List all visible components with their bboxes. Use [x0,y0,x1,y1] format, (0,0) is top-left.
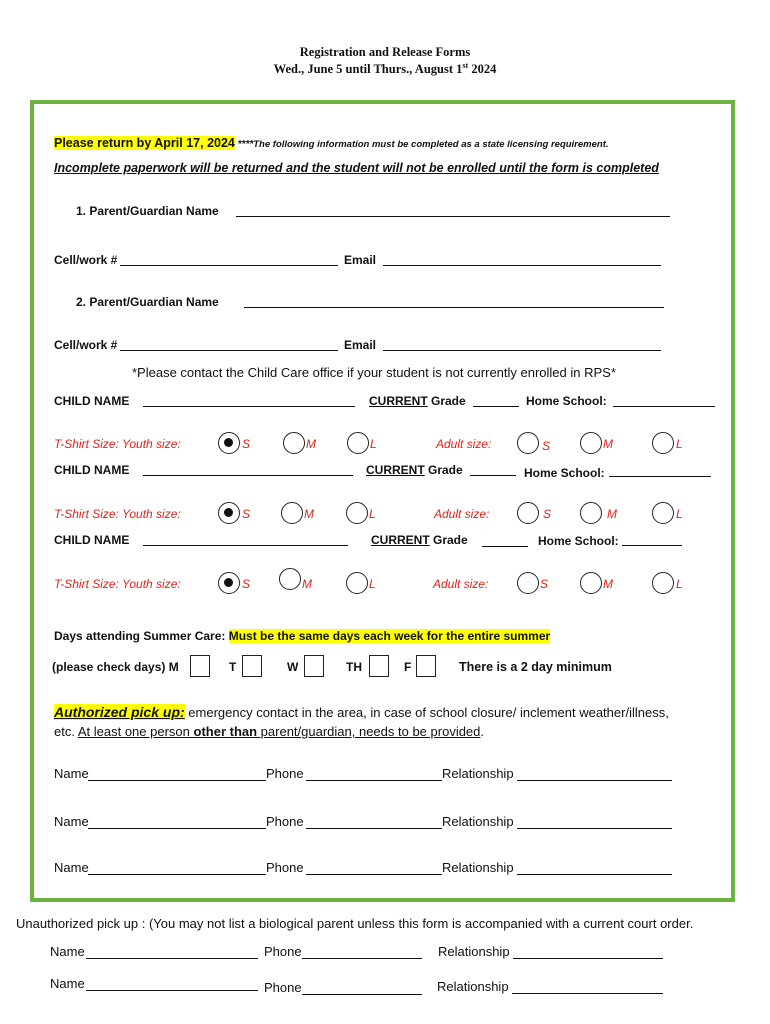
day-m-checkbox[interactable] [190,655,210,677]
auth-1-phone-label: Phone [266,766,304,781]
child-2-adult-l-label: L [676,507,683,521]
child-1-school-label: Home School: [526,394,607,408]
guardian-1-cell-label: Cell/work # [54,253,118,267]
child-1-name-label: CHILD NAME [54,394,130,408]
child-1-youth-m-radio[interactable] [283,432,305,454]
child-2-youth-l-label: L [369,507,376,521]
child-2-adult-s-radio[interactable] [517,502,539,524]
child-1-adult-l-label: L [676,437,683,451]
child-2-school-field[interactable] [609,476,711,477]
auth-3-phone-field[interactable] [306,874,442,875]
guardian-1-cell-field[interactable] [120,265,338,266]
auth-1-name-label: Name [54,766,89,781]
day-th-checkbox[interactable] [369,655,389,677]
child-2-adult-s-label: S [543,507,552,521]
auth-2-phone-label: Phone [266,814,304,829]
day-w-checkbox[interactable] [304,655,324,677]
licensing-requirement: The following information must be completed as a state licensing requirement. [253,139,609,150]
guardian-1-email-label: Email [344,253,377,267]
child-2-youth-s-radio[interactable] [218,502,240,524]
auth-2-phone-field[interactable] [306,828,442,829]
child-3-school-field[interactable] [622,545,682,546]
auth-3-phone-label: Phone [266,860,304,875]
child-1-adult-l-radio[interactable] [652,432,674,454]
unauth-2-name-label: Name [50,976,85,991]
child-1-youth-s-radio[interactable] [218,432,240,454]
child-1-adult-m-radio[interactable] [580,432,602,454]
child-3-adult-label: Adult size: [433,577,489,591]
child-1-adult-s-label: S [542,439,551,453]
child-3-adult-m-label: M [603,577,613,591]
auth-1-name-field[interactable] [88,780,266,781]
day-t-checkbox[interactable] [242,655,262,677]
child-1-school-field[interactable] [613,406,715,407]
child-3-tshirt-label: T-Shirt Size: Youth size: [54,577,181,591]
unauth-1-phone-field[interactable] [302,958,422,959]
child-1-youth-l-radio[interactable] [347,432,369,454]
return-notice: Please return by April 17, 2024 ****The following information must be completed as a state licensing requirement. [54,136,609,150]
child-3-adult-l-label: L [676,577,683,591]
child-1-name-field[interactable] [143,406,355,407]
child-2-grade-label: CURRENT Grade [366,463,463,477]
unauth-1-relationship-label: Relationship [438,944,510,959]
day-f-label: F [404,660,412,674]
authorized-intro: Authorized pick up: emergency contact in the area, in case of school closure/ inclement weather/illness, [54,704,669,720]
child-3-school-label: Home School: [538,534,619,548]
form-title: Registration and Release Forms [299,45,471,59]
child-2-grade-field[interactable] [470,475,516,476]
child-1-tshirt-label: T-Shirt Size: Youth size: [54,437,181,451]
guardian-2-email-label: Email [344,338,377,352]
day-th-label: TH [346,660,362,674]
unauth-1-name-field[interactable] [86,958,258,959]
authorized-heading: Authorized pick up: [54,704,185,720]
child-2-adult-m-radio[interactable] [580,502,602,524]
child-2-name-field[interactable] [143,475,353,476]
unauth-1-relationship-field[interactable] [513,958,663,959]
child-1-youth-m-label: M [306,437,316,451]
auth-2-name-label: Name [54,814,89,829]
two-day-minimum: There is a 2 day minimum [459,660,612,674]
child-3-adult-s-label: S [540,577,549,591]
child-1-adult-m-label: M [603,437,613,451]
child-3-grade-label: CURRENT Grade [371,533,468,547]
auth-2-relationship-label: Relationship [442,814,514,829]
auth-3-name-label: Name [54,860,89,875]
guardian-2-cell-label: Cell/work # [54,338,118,352]
unauth-2-relationship-field[interactable] [512,993,663,994]
return-by-date: Please return by April 17, 2024 [54,136,235,150]
form-dates: Wed., June 5 until Thurs., August 1st 2024 [273,61,497,77]
guardian-2-email-field[interactable] [383,350,661,351]
child-1-youth-l-label: L [370,437,377,451]
child-3-name-field[interactable] [143,545,348,546]
child-3-youth-m-radio[interactable] [279,568,301,590]
days-attending: Days attending Summer Care: Must be the same days each week for the entire summer [54,629,551,643]
child-2-youth-s-label: S [242,507,251,521]
child-2-name-label: CHILD NAME [54,463,130,477]
child-1-adult-label: Adult size: [436,437,492,451]
form-frame [30,100,735,902]
auth-3-relationship-label: Relationship [442,860,514,875]
child-2-youth-m-radio[interactable] [281,502,303,524]
auth-3-name-field[interactable] [88,874,266,875]
guardian-2-name-label: 2. Parent/Guardian Name [76,295,219,309]
contact-note: *Please contact the Child Care office if your student is not currently enrolled in RPS* [132,365,616,380]
child-1-grade-field[interactable] [473,406,519,407]
auth-1-relationship-field[interactable] [517,780,672,781]
check-days-label: (please check days) M [52,660,179,674]
auth-1-relationship-label: Relationship [442,766,514,781]
child-2-youth-l-radio[interactable] [346,502,368,524]
guardian-2-name-field[interactable] [244,307,664,308]
days-highlight: Must be the same days each week for the entire summer [228,629,551,643]
child-1-grade-label: CURRENT Grade [369,394,466,408]
unauth-2-phone-field[interactable] [302,994,422,995]
child-3-name-label: CHILD NAME [54,533,130,547]
guardian-1-name-field[interactable] [236,216,670,217]
unauth-2-phone-label: Phone [264,980,302,995]
auth-3-relationship-field[interactable] [517,874,672,875]
child-3-adult-s-radio[interactable] [517,572,539,594]
child-2-youth-m-label: M [304,507,314,521]
day-w-label: W [287,660,299,674]
child-2-adult-m-label: M [607,507,617,521]
child-2-adult-l-radio[interactable] [652,502,674,524]
guardian-2-cell-field[interactable] [120,350,338,351]
child-3-youth-l-radio[interactable] [346,572,368,594]
guardian-1-email-field[interactable] [383,265,661,266]
unauthorized-note: Unauthorized pick up : (You may not list a biological parent unless this form is accompanied with a current court order. [16,916,694,931]
unauth-2-relationship-label: Relationship [437,979,509,994]
unauth-2-name-field[interactable] [86,990,258,991]
unauth-1-phone-label: Phone [264,944,302,959]
child-3-youth-s-radio[interactable] [218,572,240,594]
authorized-requirement: etc. At least one person other than parent/guardian, needs to be provided. [54,724,485,739]
guardian-1-name-label: 1. Parent/Guardian Name [76,204,219,218]
unauth-1-name-label: Name [50,944,85,959]
auth-2-relationship-field[interactable] [517,828,672,829]
incomplete-warning: Incomplete paperwork will be returned and the student will not be enrolled until the form is completed [54,161,659,175]
child-3-adult-m-radio[interactable] [580,572,602,594]
child-2-adult-label: Adult size: [434,507,490,521]
day-t-label: T [229,660,237,674]
auth-2-name-field[interactable] [88,828,266,829]
auth-1-phone-field[interactable] [306,780,442,781]
child-3-adult-l-radio[interactable] [652,572,674,594]
child-1-youth-s-label: S [242,437,251,451]
child-2-school-label: Home School: [524,466,605,480]
child-3-youth-m-label: M [302,577,312,591]
child-2-tshirt-label: T-Shirt Size: Youth size: [54,507,181,521]
child-1-adult-s-radio[interactable] [517,432,539,454]
child-3-youth-s-label: S [242,577,251,591]
day-f-checkbox[interactable] [416,655,436,677]
child-3-youth-l-label: L [369,577,376,591]
child-3-grade-field[interactable] [482,546,528,547]
